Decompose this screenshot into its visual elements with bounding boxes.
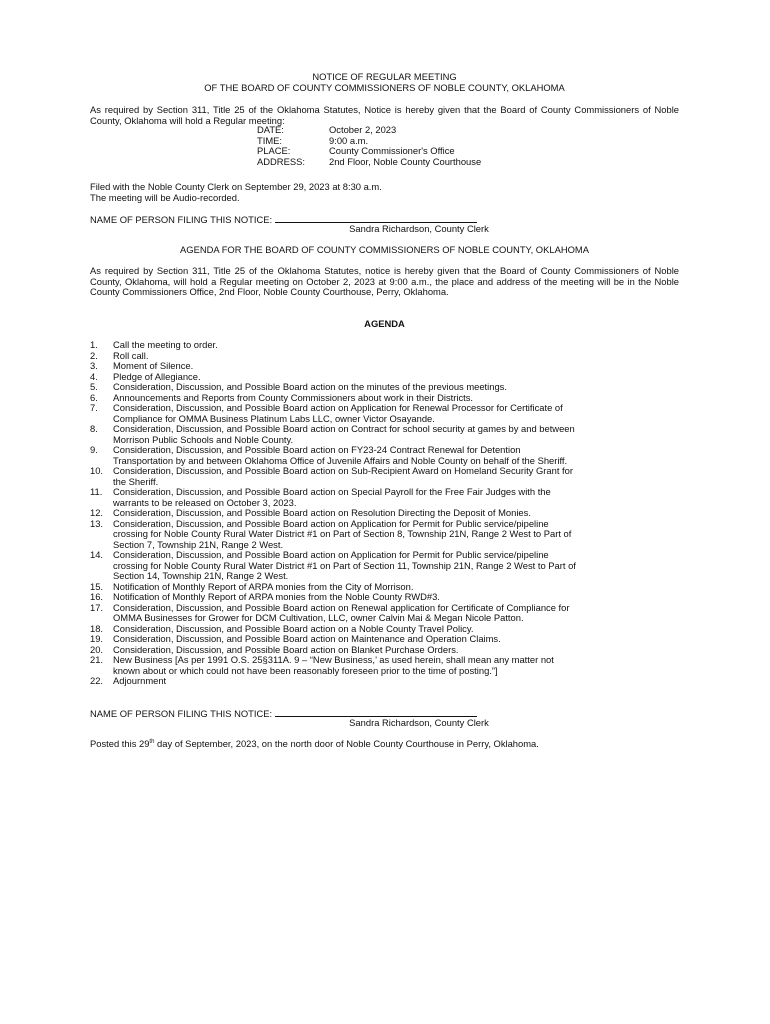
agenda-item xyxy=(90,655,680,676)
agenda-item-text xyxy=(113,361,680,372)
agenda-item-number: 8. xyxy=(90,423,98,434)
agenda-item-line: crossing for Noble County Rural Water District #1 on Part of Section 8, Township 21N, Range 2 West to Part of xyxy=(113,528,572,539)
agenda-title: AGENDA FOR THE BOARD OF COUNTY COMMISSIONERS OF NOBLE COUNTY, OKLAHOMA xyxy=(180,244,589,255)
agenda-item-text xyxy=(113,592,680,603)
agenda-item-number: 16. xyxy=(90,591,104,602)
agenda-item xyxy=(90,340,680,351)
agenda-item-line: Section 7, Township 21N, Range 2 West. xyxy=(113,538,284,550)
agenda-item-line: Call the meeting to order. xyxy=(113,339,218,350)
meeting-address-row xyxy=(257,157,481,168)
agenda-item-line: known about or which could not have been reasonably foreseen prior to the time of posting.”] xyxy=(113,664,498,676)
agenda-item xyxy=(90,361,680,372)
agenda-item-number: 22. xyxy=(90,675,104,686)
agenda-item-line: Consideration, Discussion, and Possible Board action on Contract for school security at games by and between xyxy=(113,423,575,434)
agenda-intro: As required by Section 311, Title 25 of the Oklahoma Statutes, notice is hereby given that the Board of County Commissioners of Noble County, Oklahoma, will hold a Regular meeting on October 2, 2023 at 9:00 a.m., the place and address of the meeting will be in the Noble County Commissioners Office, 2nd Floor, Noble County Courthouse, Perry, Oklahoma. xyxy=(90,265,679,297)
agenda-item-number: 15. xyxy=(90,580,104,592)
agenda-item-line: Consideration, Discussion, and Possible Board action on Maintenance and Operation Claims. xyxy=(113,633,501,644)
agenda-item-line: New Business [As per 1991 O.S. 25§311A. 9 – “New Business,’ as used herein, shall mean any matter not xyxy=(113,654,554,665)
agenda-item-line: Morrison Public Schools and Noble County. xyxy=(113,433,294,445)
agenda-item-number: 14. xyxy=(90,549,104,560)
notice-title-line1: NOTICE OF REGULAR MEETING xyxy=(312,71,457,82)
agenda-item-number: 13. xyxy=(90,517,104,529)
meeting-address-label: ADDRESS: xyxy=(257,155,305,167)
meeting-date-row xyxy=(257,125,481,136)
agenda-item-text xyxy=(113,466,680,487)
agenda-item-number: 1. xyxy=(90,339,98,350)
meeting-place-label: PLACE: xyxy=(257,145,291,156)
agenda-item-line: Consideration, Discussion, and Possible Board action on a Noble County Travel Policy. xyxy=(113,622,474,634)
agenda-item xyxy=(90,382,680,393)
agenda-item-number: 19. xyxy=(90,633,104,644)
notice-filer-name: Sandra Richardson, County Clerk xyxy=(349,223,489,234)
agenda-item-line: Consideration, Discussion, and Possible Board action on Sub-Recipient Award on Homeland Security Grant for xyxy=(113,465,573,476)
agenda-item-text xyxy=(113,445,680,466)
posted-text-end: day of September, 2023, on the north door of Noble County Courthouse in Perry, Oklahoma. xyxy=(154,738,539,749)
agenda-filing-label: NAME OF PERSON FILING THIS NOTICE: xyxy=(90,708,273,719)
agenda-item-line: Consideration, Discussion, and Possible Board action on Special Payroll for the Free Fair Judges with the xyxy=(113,486,551,497)
agenda-item-line: Roll call. xyxy=(113,349,149,361)
agenda-item-line: Consideration, Discussion, and Possible Board action on Blanket Purchase Orders. xyxy=(113,643,459,655)
agenda-item-text xyxy=(113,676,680,687)
agenda-item-text xyxy=(113,424,680,445)
agenda-item-line: Consideration, Discussion, and Possible Board action on FY23-24 Contract Renewal for Detention xyxy=(113,444,521,455)
agenda-item xyxy=(90,676,680,687)
agenda-item-line: Consideration, Discussion, and Possible Board action on Application for Renewal Processor for Certificate of xyxy=(113,402,563,413)
agenda-item-line: crossing for Noble County Rural Water District #1 on Part of Section 11, Township 21N, Range 2 West to Part of xyxy=(113,559,576,571)
agenda-item-line: Consideration, Discussion, and Possible Board action on Application for Permit for Public service/pipeline xyxy=(113,549,549,560)
meeting-time-label: TIME: xyxy=(257,134,282,146)
agenda-item-line: Consideration, Discussion, and Possible Board action on the minutes of the previous meetings. xyxy=(113,381,507,392)
notice-signature-line xyxy=(275,214,477,223)
agenda-heading: AGENDA xyxy=(364,318,405,329)
posted-ordinal-suffix: th xyxy=(149,738,155,745)
agenda-item xyxy=(90,403,680,424)
agenda-item-line: Consideration, Discussion, and Possible Board action on Application for Permit for Public service/pipeline xyxy=(113,517,549,529)
agenda-item-text xyxy=(113,340,680,351)
agenda-item xyxy=(90,519,680,551)
meeting-place-row xyxy=(257,146,481,157)
agenda-item-number: 20. xyxy=(90,643,104,655)
agenda-item-text xyxy=(113,351,680,362)
meeting-time-value: 9:00 a.m. xyxy=(329,134,369,146)
agenda-item-line: the Sheriff. xyxy=(113,475,159,487)
agenda-item xyxy=(90,424,680,445)
agenda-item-text xyxy=(113,655,680,676)
agenda-item-text xyxy=(113,487,680,508)
agenda-item-line: Section 14, Township 21N, Range 2 West. xyxy=(113,570,289,581)
posted-text-start: Posted this 29 xyxy=(90,738,150,749)
agenda-item-line: warrants to be released on October 3, 2023. xyxy=(113,496,297,508)
agenda-item xyxy=(90,487,680,508)
agenda-item-line: Moment of Silence. xyxy=(113,360,194,371)
agenda-item-text xyxy=(113,382,680,393)
meeting-details xyxy=(257,125,481,167)
agenda-item-number: 9. xyxy=(90,444,98,455)
filed-statement: Filed with the Noble County Clerk on September 29, 2023 at 8:30 a.m. xyxy=(90,181,382,192)
notice-title-line2: OF THE BOARD OF COUNTY COMMISSIONERS OF NOBLE COUNTY, OKLAHOMA xyxy=(204,82,565,93)
recorded-statement: The meeting will be Audio-recorded. xyxy=(90,192,240,203)
agenda-item-line: Notification of Monthly Report of ARPA monies from the City of Morrison. xyxy=(113,580,414,592)
meeting-place-value: County Commissioner's Office xyxy=(329,145,455,156)
agenda-item-text xyxy=(113,550,680,582)
notice-intro: As required by Section 311, Title 25 of the Oklahoma Statutes, Notice is hereby given that the Board of County Commissioners of Noble County, Oklahoma will hold a Regular meeting: xyxy=(90,104,679,126)
agenda-item-text xyxy=(113,634,680,645)
agenda-item-line: Consideration, Discussion, and Possible Board action on Resolution Directing the Deposit of Monies. xyxy=(113,507,531,518)
agenda-item-line: Announcements and Reports from County Commissioners about work in their Districts. xyxy=(113,391,474,403)
meeting-date-label: DATE: xyxy=(257,124,284,135)
agenda-item-number: 17. xyxy=(90,601,104,613)
agenda-item-number: 12. xyxy=(90,507,104,518)
agenda-item xyxy=(90,550,680,582)
agenda-item-number: 2. xyxy=(90,349,98,361)
agenda-list xyxy=(90,340,680,687)
agenda-item-text xyxy=(113,603,680,624)
meeting-date-value: October 2, 2023 xyxy=(329,124,397,135)
agenda-item xyxy=(90,592,680,603)
agenda-item-text xyxy=(113,403,680,424)
agenda-item xyxy=(90,466,680,487)
agenda-item-text xyxy=(113,508,680,519)
agenda-item-line: Notification of Monthly Report of ARPA monies from the Noble County RWD#3. xyxy=(113,591,440,602)
agenda-item-line: Compliance for OMMA Business Platinum Labs LLC, owner Victor Osayande. xyxy=(113,412,435,424)
agenda-item xyxy=(90,603,680,624)
agenda-item-line: OMMA Businesses for Grower for DCM Cultivation, LLC, owner Calvin Mai & Megan Nicole Patton. xyxy=(113,612,524,623)
agenda-item-number: 10. xyxy=(90,465,104,476)
posted-statement xyxy=(90,739,690,750)
agenda-item-number: 4. xyxy=(90,370,98,382)
agenda-signature-line xyxy=(275,708,477,717)
notice-filing-label: NAME OF PERSON FILING THIS NOTICE: xyxy=(90,214,273,225)
agenda-item-text xyxy=(113,519,680,551)
agenda-item-number: 5. xyxy=(90,381,98,392)
agenda-item-line: Pledge of Allegiance. xyxy=(113,370,201,382)
agenda-item-line: Adjournment xyxy=(113,675,167,686)
agenda-item-number: 21. xyxy=(90,654,104,665)
agenda-item xyxy=(90,445,680,466)
agenda-item-number: 7. xyxy=(90,402,98,413)
agenda-item-line: Consideration, Discussion, and Possible Board action on Renewal application for Certificate of Compliance for xyxy=(113,601,570,613)
agenda-item xyxy=(90,634,680,645)
agenda-item-line: Transportation by and between Oklahoma Office of Juvenile Affairs and Noble County on behalf of the Sheriff. xyxy=(113,454,568,466)
meeting-address-value: 2nd Floor, Noble County Courthouse xyxy=(329,155,482,167)
agenda-item xyxy=(90,508,680,519)
agenda-item-number: 6. xyxy=(90,391,98,403)
agenda-item-number: 18. xyxy=(90,622,104,634)
agenda-filer-name: Sandra Richardson, County Clerk xyxy=(349,717,489,728)
agenda-item-number: 11. xyxy=(90,486,103,497)
agenda-item-number: 3. xyxy=(90,360,98,371)
